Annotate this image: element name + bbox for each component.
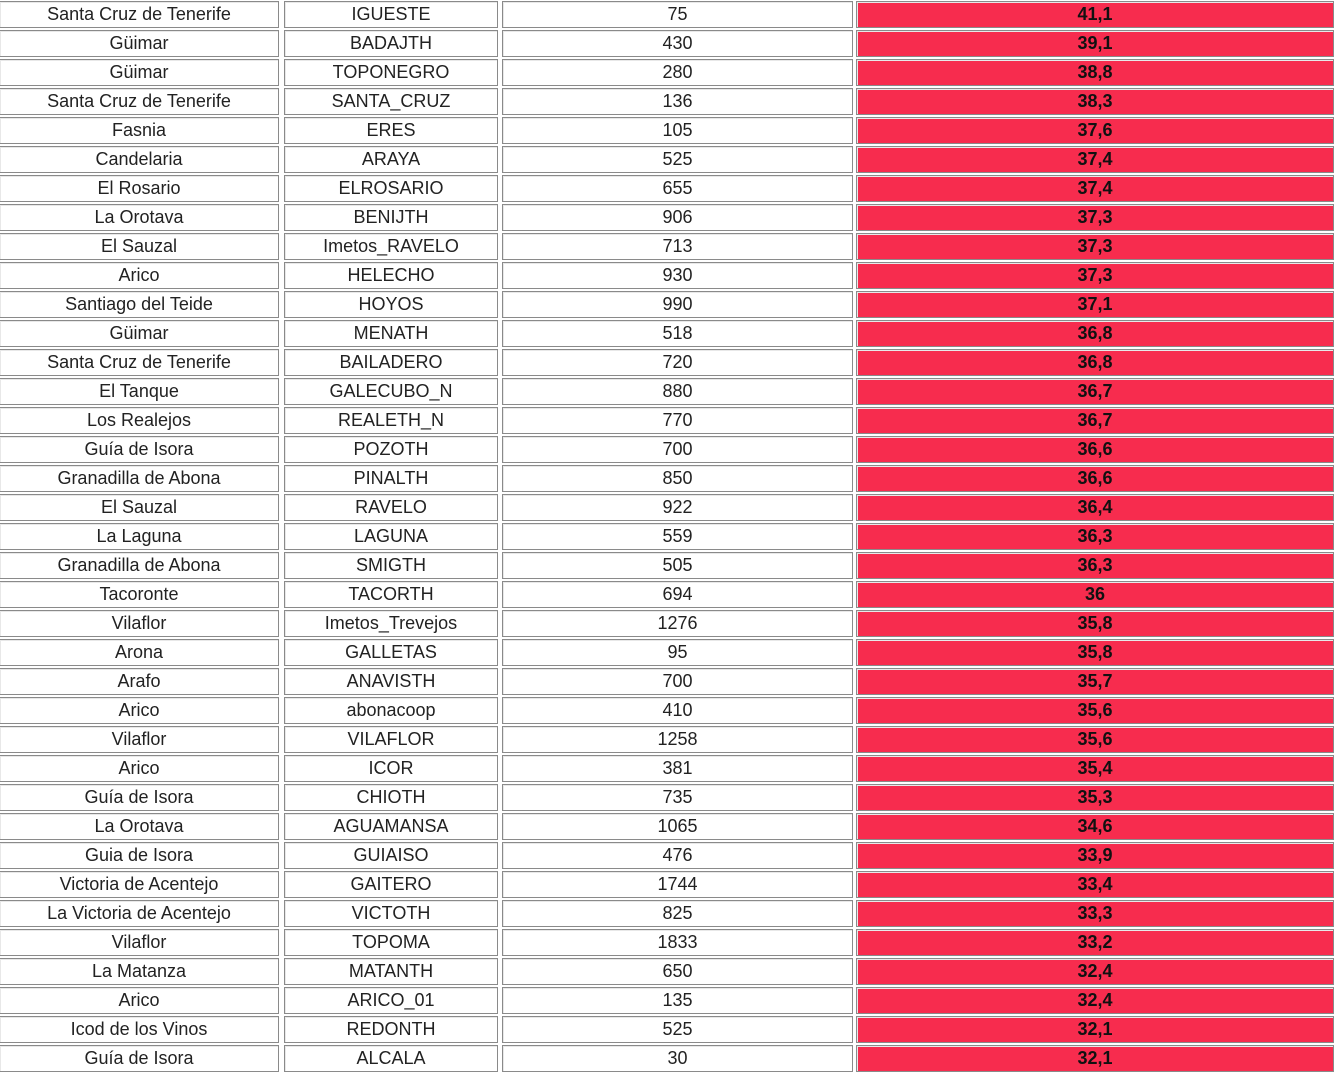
temperature-cell: 36 <box>856 581 1334 608</box>
table-row <box>0 0 1335 29</box>
municipality-cell: Güimar <box>0 59 279 86</box>
table-row <box>0 116 1335 145</box>
altitude-cell: 105 <box>502 117 853 144</box>
table-row <box>0 986 1335 1015</box>
station-cell: BADAJTH <box>284 30 498 57</box>
station-cell: ELROSARIO <box>284 175 498 202</box>
altitude-cell: 1276 <box>502 610 853 637</box>
station-cell: MENATH <box>284 320 498 347</box>
temperature-cell: 35,6 <box>856 697 1334 724</box>
table-row <box>0 928 1335 957</box>
municipality-cell: Guía de Isora <box>0 1045 279 1072</box>
temperature-cell: 36,8 <box>856 320 1334 347</box>
temperature-cell: 32,1 <box>856 1045 1334 1072</box>
municipality-cell: Guía de Isora <box>0 436 279 463</box>
altitude-cell: 381 <box>502 755 853 782</box>
municipality-cell: El Tanque <box>0 378 279 405</box>
table-row <box>0 87 1335 116</box>
temperature-cell: 38,8 <box>856 59 1334 86</box>
station-cell: ICOR <box>284 755 498 782</box>
station-cell: VILAFLOR <box>284 726 498 753</box>
altitude-cell: 770 <box>502 407 853 434</box>
station-cell: GALECUBO_N <box>284 378 498 405</box>
temperature-cell: 39,1 <box>856 30 1334 57</box>
table-row <box>0 812 1335 841</box>
altitude-cell: 1744 <box>502 871 853 898</box>
station-cell: abonacoop <box>284 697 498 724</box>
station-cell: IGUESTE <box>284 1 498 28</box>
station-cell: REDONTH <box>284 1016 498 1043</box>
temperature-cell: 36,8 <box>856 349 1334 376</box>
temperature-cell: 41,1 <box>856 1 1334 28</box>
station-cell: SANTA_CRUZ <box>284 88 498 115</box>
municipality-cell: Santa Cruz de Tenerife <box>0 1 279 28</box>
municipality-cell: Vilaflor <box>0 726 279 753</box>
station-cell: BENIJTH <box>284 204 498 231</box>
altitude-cell: 650 <box>502 958 853 985</box>
municipality-cell: Fasnia <box>0 117 279 144</box>
table-row <box>0 58 1335 87</box>
municipality-cell: Vilaflor <box>0 610 279 637</box>
temperature-cell: 37,3 <box>856 262 1334 289</box>
altitude-cell: 990 <box>502 291 853 318</box>
altitude-cell: 30 <box>502 1045 853 1072</box>
station-cell: GALLETAS <box>284 639 498 666</box>
station-cell: TOPONEGRO <box>284 59 498 86</box>
altitude-cell: 922 <box>502 494 853 521</box>
temperature-cell: 36,3 <box>856 523 1334 550</box>
municipality-cell: Santa Cruz de Tenerife <box>0 349 279 376</box>
altitude-cell: 720 <box>502 349 853 376</box>
table-row <box>0 580 1335 609</box>
table-row <box>0 638 1335 667</box>
municipality-cell: Granadilla de Abona <box>0 552 279 579</box>
altitude-cell: 655 <box>502 175 853 202</box>
municipality-cell: La Orotava <box>0 204 279 231</box>
table-row <box>0 261 1335 290</box>
station-cell: TOPOMA <box>284 929 498 956</box>
altitude-cell: 825 <box>502 900 853 927</box>
station-cell: AGUAMANSA <box>284 813 498 840</box>
altitude-cell: 1258 <box>502 726 853 753</box>
municipality-cell: Santa Cruz de Tenerife <box>0 88 279 115</box>
temperature-cell: 32,4 <box>856 958 1334 985</box>
altitude-cell: 525 <box>502 146 853 173</box>
station-cell: ANAVISTH <box>284 668 498 695</box>
municipality-cell: Vilaflor <box>0 929 279 956</box>
table-row <box>0 783 1335 812</box>
municipality-cell: Los Realejos <box>0 407 279 434</box>
altitude-cell: 906 <box>502 204 853 231</box>
altitude-cell: 95 <box>502 639 853 666</box>
municipality-cell: Candelaria <box>0 146 279 173</box>
municipality-cell: Arico <box>0 755 279 782</box>
table-row <box>0 232 1335 261</box>
station-cell: GAITERO <box>284 871 498 898</box>
station-cell: VICTOTH <box>284 900 498 927</box>
table-row <box>0 725 1335 754</box>
station-cell: ARICO_01 <box>284 987 498 1014</box>
altitude-cell: 280 <box>502 59 853 86</box>
altitude-cell: 135 <box>502 987 853 1014</box>
temperature-cell: 35,4 <box>856 755 1334 782</box>
altitude-cell: 735 <box>502 784 853 811</box>
table-row <box>0 1015 1335 1044</box>
altitude-cell: 136 <box>502 88 853 115</box>
station-cell: POZOTH <box>284 436 498 463</box>
temperature-cell: 35,8 <box>856 610 1334 637</box>
temperature-cell: 33,4 <box>856 871 1334 898</box>
municipality-cell: Santiago del Teide <box>0 291 279 318</box>
table-row <box>0 609 1335 638</box>
station-cell: ALCALA <box>284 1045 498 1072</box>
municipality-cell: El Rosario <box>0 175 279 202</box>
altitude-cell: 700 <box>502 668 853 695</box>
altitude-cell: 525 <box>502 1016 853 1043</box>
municipality-cell: Icod de los Vinos <box>0 1016 279 1043</box>
altitude-cell: 850 <box>502 465 853 492</box>
station-cell: ARAYA <box>284 146 498 173</box>
temperature-cell: 37,6 <box>856 117 1334 144</box>
table-row <box>0 464 1335 493</box>
table-row <box>0 29 1335 58</box>
table-row <box>0 435 1335 464</box>
table-row <box>0 406 1335 435</box>
altitude-cell: 1065 <box>502 813 853 840</box>
altitude-cell: 430 <box>502 30 853 57</box>
table-row <box>0 754 1335 783</box>
municipality-cell: Arona <box>0 639 279 666</box>
altitude-cell: 476 <box>502 842 853 869</box>
altitude-cell: 694 <box>502 581 853 608</box>
temperature-cell: 35,8 <box>856 639 1334 666</box>
municipality-cell: Guia de Isora <box>0 842 279 869</box>
table-row <box>0 667 1335 696</box>
station-cell: CHIOTH <box>284 784 498 811</box>
table-row <box>0 957 1335 986</box>
temperature-cell: 32,4 <box>856 987 1334 1014</box>
table-row <box>0 348 1335 377</box>
temperature-cell: 37,4 <box>856 175 1334 202</box>
station-cell: SMIGTH <box>284 552 498 579</box>
table-row <box>0 522 1335 551</box>
temperature-cell: 37,3 <box>856 204 1334 231</box>
municipality-cell: Victoria de Acentejo <box>0 871 279 898</box>
table-row <box>0 870 1335 899</box>
station-cell: HOYOS <box>284 291 498 318</box>
table-row <box>0 899 1335 928</box>
municipality-cell: Güimar <box>0 30 279 57</box>
table-row <box>0 493 1335 522</box>
station-cell: RAVELO <box>284 494 498 521</box>
altitude-cell: 410 <box>502 697 853 724</box>
temperature-cell: 36,3 <box>856 552 1334 579</box>
temperature-cell: 35,3 <box>856 784 1334 811</box>
temperature-cell: 36,4 <box>856 494 1334 521</box>
station-cell: BAILADERO <box>284 349 498 376</box>
municipality-cell: La Victoria de Acentejo <box>0 900 279 927</box>
station-cell: Imetos_RAVELO <box>284 233 498 260</box>
station-cell: MATANTH <box>284 958 498 985</box>
municipality-cell: Arico <box>0 262 279 289</box>
temperature-cell: 36,6 <box>856 436 1334 463</box>
municipality-cell: La Orotava <box>0 813 279 840</box>
temperature-cell: 37,3 <box>856 233 1334 260</box>
station-cell: PINALTH <box>284 465 498 492</box>
temperature-cell: 32,1 <box>856 1016 1334 1043</box>
altitude-cell: 1833 <box>502 929 853 956</box>
altitude-cell: 559 <box>502 523 853 550</box>
altitude-cell: 505 <box>502 552 853 579</box>
municipality-cell: Arico <box>0 987 279 1014</box>
temperature-cell: 37,1 <box>856 291 1334 318</box>
altitude-cell: 518 <box>502 320 853 347</box>
altitude-cell: 930 <box>502 262 853 289</box>
table-row <box>0 696 1335 725</box>
table-row <box>0 319 1335 348</box>
temperature-cell: 33,9 <box>856 842 1334 869</box>
temperature-cell: 36,7 <box>856 378 1334 405</box>
altitude-cell: 700 <box>502 436 853 463</box>
municipality-cell: La Laguna <box>0 523 279 550</box>
municipality-cell: Arafo <box>0 668 279 695</box>
station-cell: HELECHO <box>284 262 498 289</box>
municipality-cell: La Matanza <box>0 958 279 985</box>
temperature-cell: 33,3 <box>856 900 1334 927</box>
altitude-cell: 880 <box>502 378 853 405</box>
station-cell: REALETH_N <box>284 407 498 434</box>
temperature-cell: 34,6 <box>856 813 1334 840</box>
temperature-cell: 35,7 <box>856 668 1334 695</box>
temperature-cell: 37,4 <box>856 146 1334 173</box>
table-row <box>0 145 1335 174</box>
municipality-cell: Güimar <box>0 320 279 347</box>
municipality-cell: Guía de Isora <box>0 784 279 811</box>
altitude-cell: 713 <box>502 233 853 260</box>
temperature-cell: 36,7 <box>856 407 1334 434</box>
municipality-cell: Granadilla de Abona <box>0 465 279 492</box>
table-row <box>0 174 1335 203</box>
station-cell: Imetos_Trevejos <box>284 610 498 637</box>
altitude-cell: 75 <box>502 1 853 28</box>
municipality-cell: Tacoronte <box>0 581 279 608</box>
station-cell: TACORTH <box>284 581 498 608</box>
table-row <box>0 203 1335 232</box>
table-row <box>0 377 1335 406</box>
station-cell: GUIAISO <box>284 842 498 869</box>
temperature-cell: 38,3 <box>856 88 1334 115</box>
station-cell: LAGUNA <box>284 523 498 550</box>
table-row <box>0 1044 1335 1070</box>
table-row <box>0 551 1335 580</box>
table-row <box>0 841 1335 870</box>
table-row <box>0 290 1335 319</box>
municipality-cell: El Sauzal <box>0 233 279 260</box>
temperature-cell: 33,2 <box>856 929 1334 956</box>
municipality-cell: El Sauzal <box>0 494 279 521</box>
temperature-cell: 36,6 <box>856 465 1334 492</box>
temperature-cell: 35,6 <box>856 726 1334 753</box>
station-cell: ERES <box>284 117 498 144</box>
municipality-cell: Arico <box>0 697 279 724</box>
